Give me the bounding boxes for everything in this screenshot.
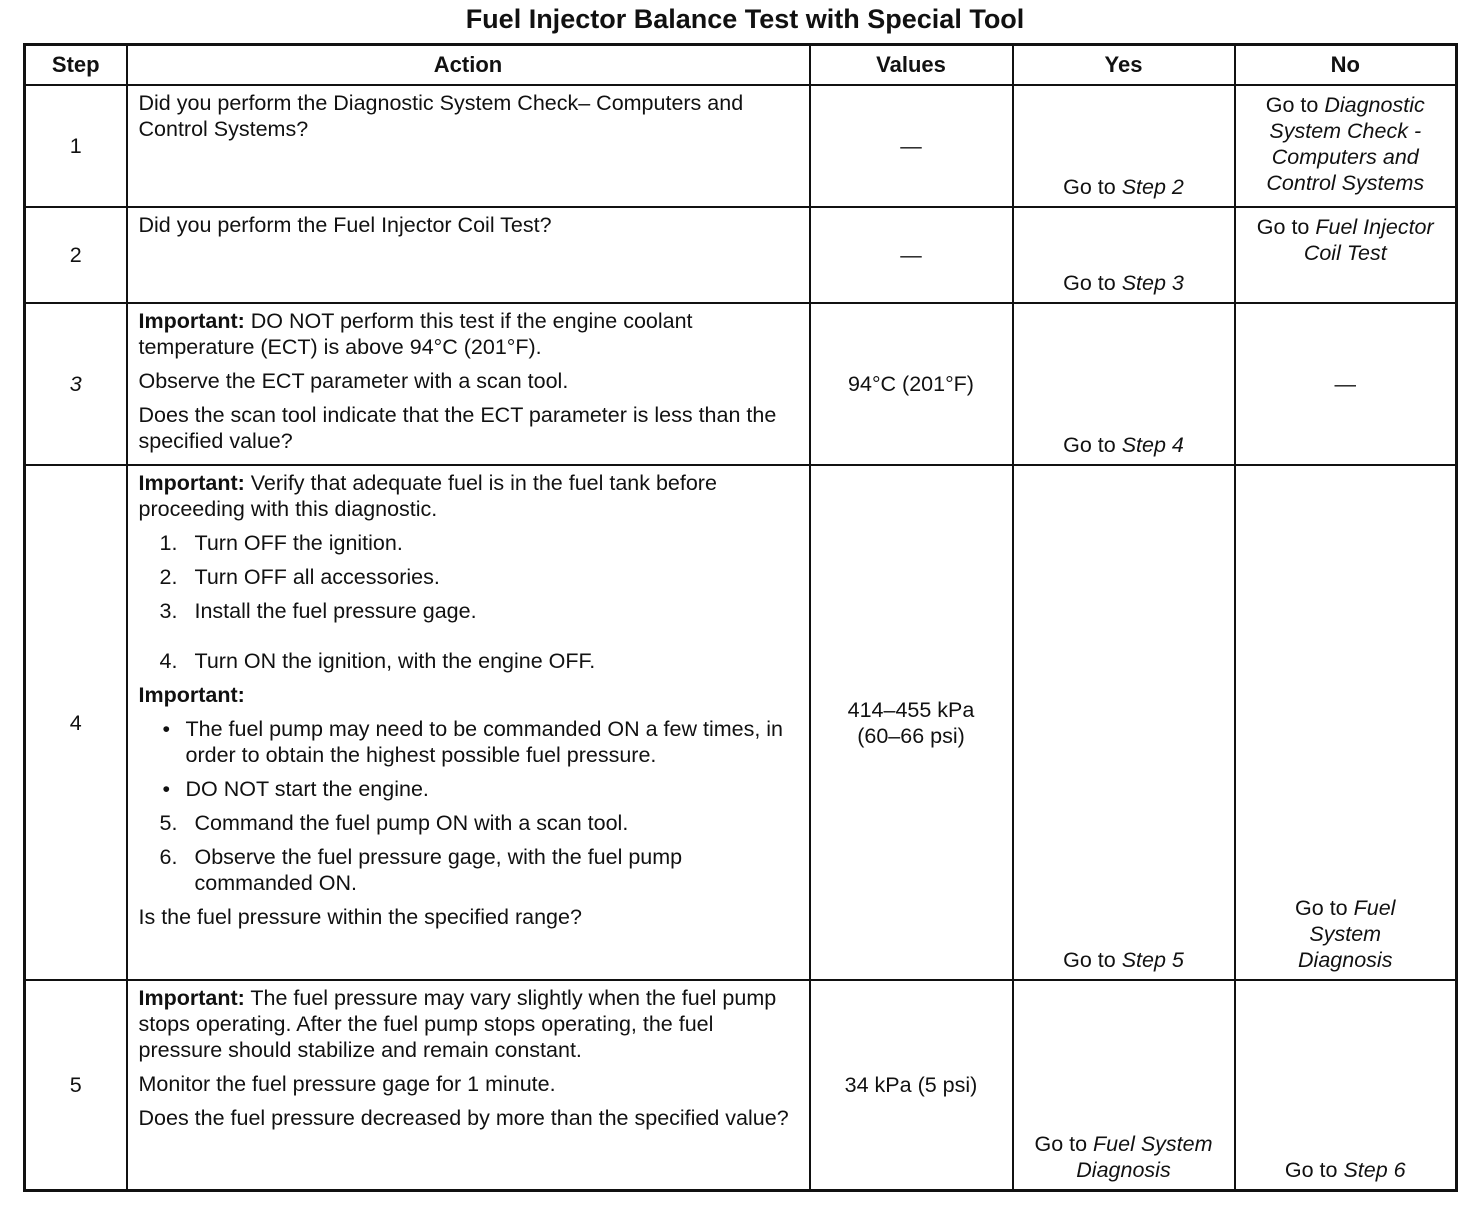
list-number: 1. — [159, 531, 178, 555]
yes-reference: Step 2 — [1121, 175, 1184, 199]
diagnostic-table — [23, 43, 1458, 1192]
yes-cell — [1013, 465, 1235, 980]
no-reference: Diagnostic System Check - Computers and Control Systems — [1266, 93, 1425, 195]
list-item — [160, 844, 799, 896]
values-line: 414–455 kPa — [847, 697, 975, 722]
no-reference: Step 6 — [1343, 1157, 1406, 1182]
bullet-icon: • — [162, 717, 171, 741]
table-row — [25, 980, 1457, 1190]
no-prefix: Go to — [1256, 215, 1310, 239]
values-line: (60–66 psi) — [857, 723, 965, 748]
yes-prefix: Go to — [1063, 433, 1116, 457]
list-item — [160, 648, 799, 674]
important-text: The fuel pressure may vary slightly when the fuel pump stops operating. After the fuel pump stops operating, the fuel pressure should stabilize and remain constant. — [138, 986, 777, 1062]
step-number: 4 — [25, 465, 127, 980]
step-number: 5 — [25, 980, 127, 1190]
bullet-text: The fuel pump may need to be commanded ON a few times, in order to obtain the highest possible fuel pressure. — [185, 717, 784, 767]
list-number: 2. — [159, 565, 178, 589]
header-row — [25, 45, 1457, 86]
bullet-item — [163, 776, 799, 802]
header-no: No — [1235, 45, 1457, 86]
important-label: Important: — [138, 309, 245, 333]
header-step: Step — [25, 45, 127, 86]
list-text: Observe the fuel pressure gage, with the fuel pump commanded ON. — [194, 845, 683, 895]
yes-reference: Step 3 — [1121, 271, 1184, 295]
action-text: Monitor the fuel pressure gage for 1 minute. — [138, 1072, 556, 1096]
list-number: 5. — [159, 811, 178, 835]
step-number: 1 — [25, 85, 127, 207]
yes-cell — [1013, 980, 1235, 1190]
question-text: Does the fuel pressure decreased by more than the specified value? — [138, 1106, 789, 1130]
yes-reference: Fuel System Diagnosis — [1076, 1131, 1213, 1182]
list-text: Turn ON the ignition, with the engine OFF. — [194, 649, 596, 673]
list-item — [160, 564, 799, 590]
table-row — [25, 85, 1457, 207]
no-prefix: Go to — [1265, 93, 1319, 117]
no-cell — [1235, 85, 1457, 207]
no-prefix: Go to — [1284, 1157, 1338, 1182]
header-action: Action — [127, 45, 810, 86]
yes-cell — [1013, 207, 1235, 303]
values-cell: — — [810, 85, 1013, 207]
no-cell — [1235, 465, 1457, 980]
no-reference: Fuel Injector Coil Test — [1303, 215, 1434, 265]
table-row — [25, 303, 1457, 465]
action-text: Did you perform the Fuel Injector Coil Test? — [138, 213, 552, 237]
list-number: 3. — [159, 599, 178, 623]
step-number: 3 — [25, 303, 127, 465]
bullet-item — [163, 716, 799, 768]
no-cell: — — [1235, 303, 1457, 465]
list-item — [160, 530, 799, 556]
list-item — [160, 810, 799, 836]
action-cell — [127, 207, 810, 303]
list-text: Turn OFF all accessories. — [194, 565, 440, 589]
important-note — [139, 985, 799, 1063]
list-text: Turn OFF the ignition. — [194, 531, 403, 555]
bullet-icon: • — [162, 777, 171, 801]
yes-prefix: Go to — [1063, 175, 1116, 199]
yes-reference: Step 4 — [1121, 433, 1184, 457]
question-text: Does the scan tool indicate that the ECT parameter is less than the specified value? — [138, 403, 777, 453]
header-values: Values — [810, 45, 1013, 86]
bullet-text: DO NOT start the engine. — [185, 777, 429, 801]
list-item — [160, 598, 799, 624]
action-cell — [127, 465, 810, 980]
yes-cell — [1013, 85, 1235, 207]
page-title: Fuel Injector Balance Test with Special Tool — [465, 4, 1025, 34]
action-cell — [127, 85, 810, 207]
step-number: 2 — [25, 207, 127, 303]
action-cell — [127, 980, 810, 1190]
important-label: Important: — [138, 471, 245, 495]
values-cell: — — [810, 207, 1013, 303]
list-number: 4. — [159, 649, 178, 673]
no-prefix: Go to — [1295, 896, 1348, 920]
yes-cell — [1013, 303, 1235, 465]
list-number: 6. — [159, 845, 178, 869]
important-note — [139, 308, 799, 360]
yes-prefix: Go to — [1063, 271, 1116, 295]
action-cell — [127, 303, 810, 465]
table-row — [25, 207, 1457, 303]
header-yes: Yes — [1013, 45, 1235, 86]
yes-reference: Step 5 — [1121, 948, 1184, 972]
values-cell: 94°C (201°F) — [810, 303, 1013, 465]
yes-prefix: Go to — [1063, 948, 1116, 972]
important-label: Important: — [138, 986, 245, 1010]
important-text: Verify that adequate fuel is in the fuel tank before proceeding with this diagnostic. — [138, 471, 717, 521]
no-cell — [1235, 207, 1457, 303]
no-cell — [1235, 980, 1457, 1190]
list-text: Install the fuel pressure gage. — [194, 599, 477, 623]
question-text: Is the fuel pressure within the specified range? — [138, 905, 582, 929]
values-cell — [810, 465, 1013, 980]
action-text: Did you perform the Diagnostic System Check– Computers and Control Systems? — [138, 91, 744, 141]
important-label: Important: — [138, 683, 245, 707]
table-row — [25, 465, 1457, 980]
yes-prefix: Go to — [1034, 1131, 1088, 1156]
action-text: Observe the ECT parameter with a scan tool. — [138, 369, 569, 393]
important-text: DO NOT perform this test if the engine coolant temperature (ECT) is above 94°C (201°F). — [138, 309, 693, 359]
important-note — [139, 470, 799, 522]
values-cell: 34 kPa (5 psi) — [810, 980, 1013, 1190]
list-text: Command the fuel pump ON with a scan tool. — [194, 811, 629, 835]
no-reference: Fuel System Diagnosis — [1298, 896, 1396, 972]
